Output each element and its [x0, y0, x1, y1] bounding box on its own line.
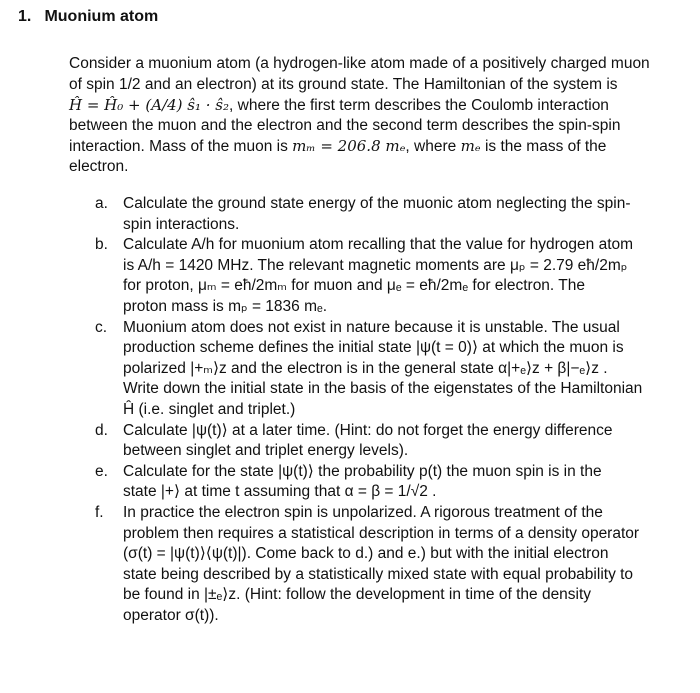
problem-number: 1.	[18, 8, 32, 25]
subquestion-line: In practice the electron spin is unpolarized. A rigorous treatment of the	[123, 503, 603, 521]
subquestion-line: Write down the initial state in the basis of the eigenstates of the Hamiltonian	[123, 380, 643, 398]
subquestion-text	[123, 235, 693, 317]
subquestion-text	[123, 462, 693, 503]
subquestion-line: state being described by a statistically mixed state with equal probability to	[123, 565, 634, 583]
intro-line	[69, 136, 693, 157]
intro-text: interaction. Mass of the muon is	[69, 138, 288, 156]
subquestion-label: a.	[95, 195, 108, 212]
intro-line: of spin 1/2 and an electron) at its ground state. The Hamiltonian of the system is	[69, 75, 618, 93]
subquestion-f	[0, 503, 700, 627]
subquestion-d	[0, 421, 700, 462]
subquestion-label: f.	[95, 503, 104, 521]
subquestion-line: production scheme defines the initial state |ψ(t = 0)⟩ at which the muon is	[123, 339, 624, 357]
subquestion-text	[123, 318, 693, 421]
intro-line: electron.	[69, 157, 129, 175]
subquestion-label: c.	[95, 318, 108, 336]
subquestion-e	[0, 462, 700, 503]
subquestion-label: b.	[95, 236, 108, 254]
subquestion-line: Calculate |ψ(t)⟩ at a later time. (Hint: do not forget the energy difference	[123, 421, 613, 439]
problem-heading	[18, 8, 158, 26]
subquestion-list	[0, 194, 700, 626]
intro-text: , where	[405, 138, 457, 156]
subquestion-line: Calculate the ground state energy of the muonic atom neglecting the spin-	[123, 195, 631, 212]
subquestion-line: spin interactions.	[123, 215, 240, 233]
problem-intro	[69, 54, 693, 178]
subquestion-line: be found in |±ₑ⟩z. (Hint: follow the development in time of the density	[123, 586, 592, 604]
subquestion-line: for proton, μₘ = eħ/2mₘ for muon and μₑ = eħ/2mₑ for electron. The	[123, 277, 585, 295]
subquestion-line: Calculate for the state |ψ(t)⟩ the probability p(t) the muon spin is in the	[123, 462, 602, 480]
subquestion-a	[0, 194, 700, 235]
intro-text: , where the first term describes the Coulomb interaction	[229, 97, 609, 115]
subquestion-c	[0, 318, 700, 421]
subquestion-line: Muonium atom does not exist in nature because it is unstable. The usual	[123, 318, 620, 336]
subquestion-text	[123, 421, 693, 462]
intro-text: is the mass of the	[484, 138, 607, 156]
subquestion-text	[123, 503, 693, 627]
muon-mass-formula: mₘ = 206.8 mₑ	[292, 137, 406, 156]
subquestion-line: proton mass is mₚ = 1836 mₑ.	[123, 297, 328, 315]
subquestion-line: Calculate A/h for muonium atom recalling that the value for hydrogen atom	[123, 236, 634, 254]
subquestion-line: between singlet and triplet energy levels).	[123, 442, 409, 460]
subquestion-line: polarized |+ₘ⟩z and the electron is in the general state α|+ₑ⟩z + β|−ₑ⟩z .	[123, 359, 608, 377]
subquestion-line: is A/h = 1420 MHz. The relevant magnetic moments are μₚ = 2.79 eħ/2mₚ	[123, 256, 628, 274]
intro-line: between the muon and the electron and the second term describes the spin-spin	[69, 116, 621, 134]
intro-line: Consider a muonium atom (a hydrogen-like atom made of a positively charged muon	[69, 55, 650, 72]
subquestion-line: (σ(t) = |ψ(t)⟩⟨ψ(t)|). Come back to d.) and e.) but with the initial electron	[123, 545, 609, 563]
problem-title: Muonium atom	[44, 8, 159, 25]
subquestion-line: operator σ(t)).	[123, 606, 219, 624]
intro-line	[69, 95, 693, 116]
subquestion-text	[123, 194, 693, 235]
subquestion-label: e.	[95, 462, 108, 480]
subquestion-line: Ĥ (i.e. singlet and triplet.)	[123, 400, 296, 418]
electron-mass-symbol: mₑ	[460, 137, 481, 156]
subquestion-b	[0, 235, 700, 317]
hamiltonian-formula: Ĥ = Ĥ₀ + (A/4) ŝ₁ · ŝ₂	[69, 96, 230, 115]
subquestion-line: state |+⟩ at time t assuming that α = β = 1/√2 .	[123, 483, 437, 501]
subquestion-line: problem then requires a statistical description in terms of a density operator	[123, 524, 640, 542]
subquestion-label: d.	[95, 421, 108, 439]
